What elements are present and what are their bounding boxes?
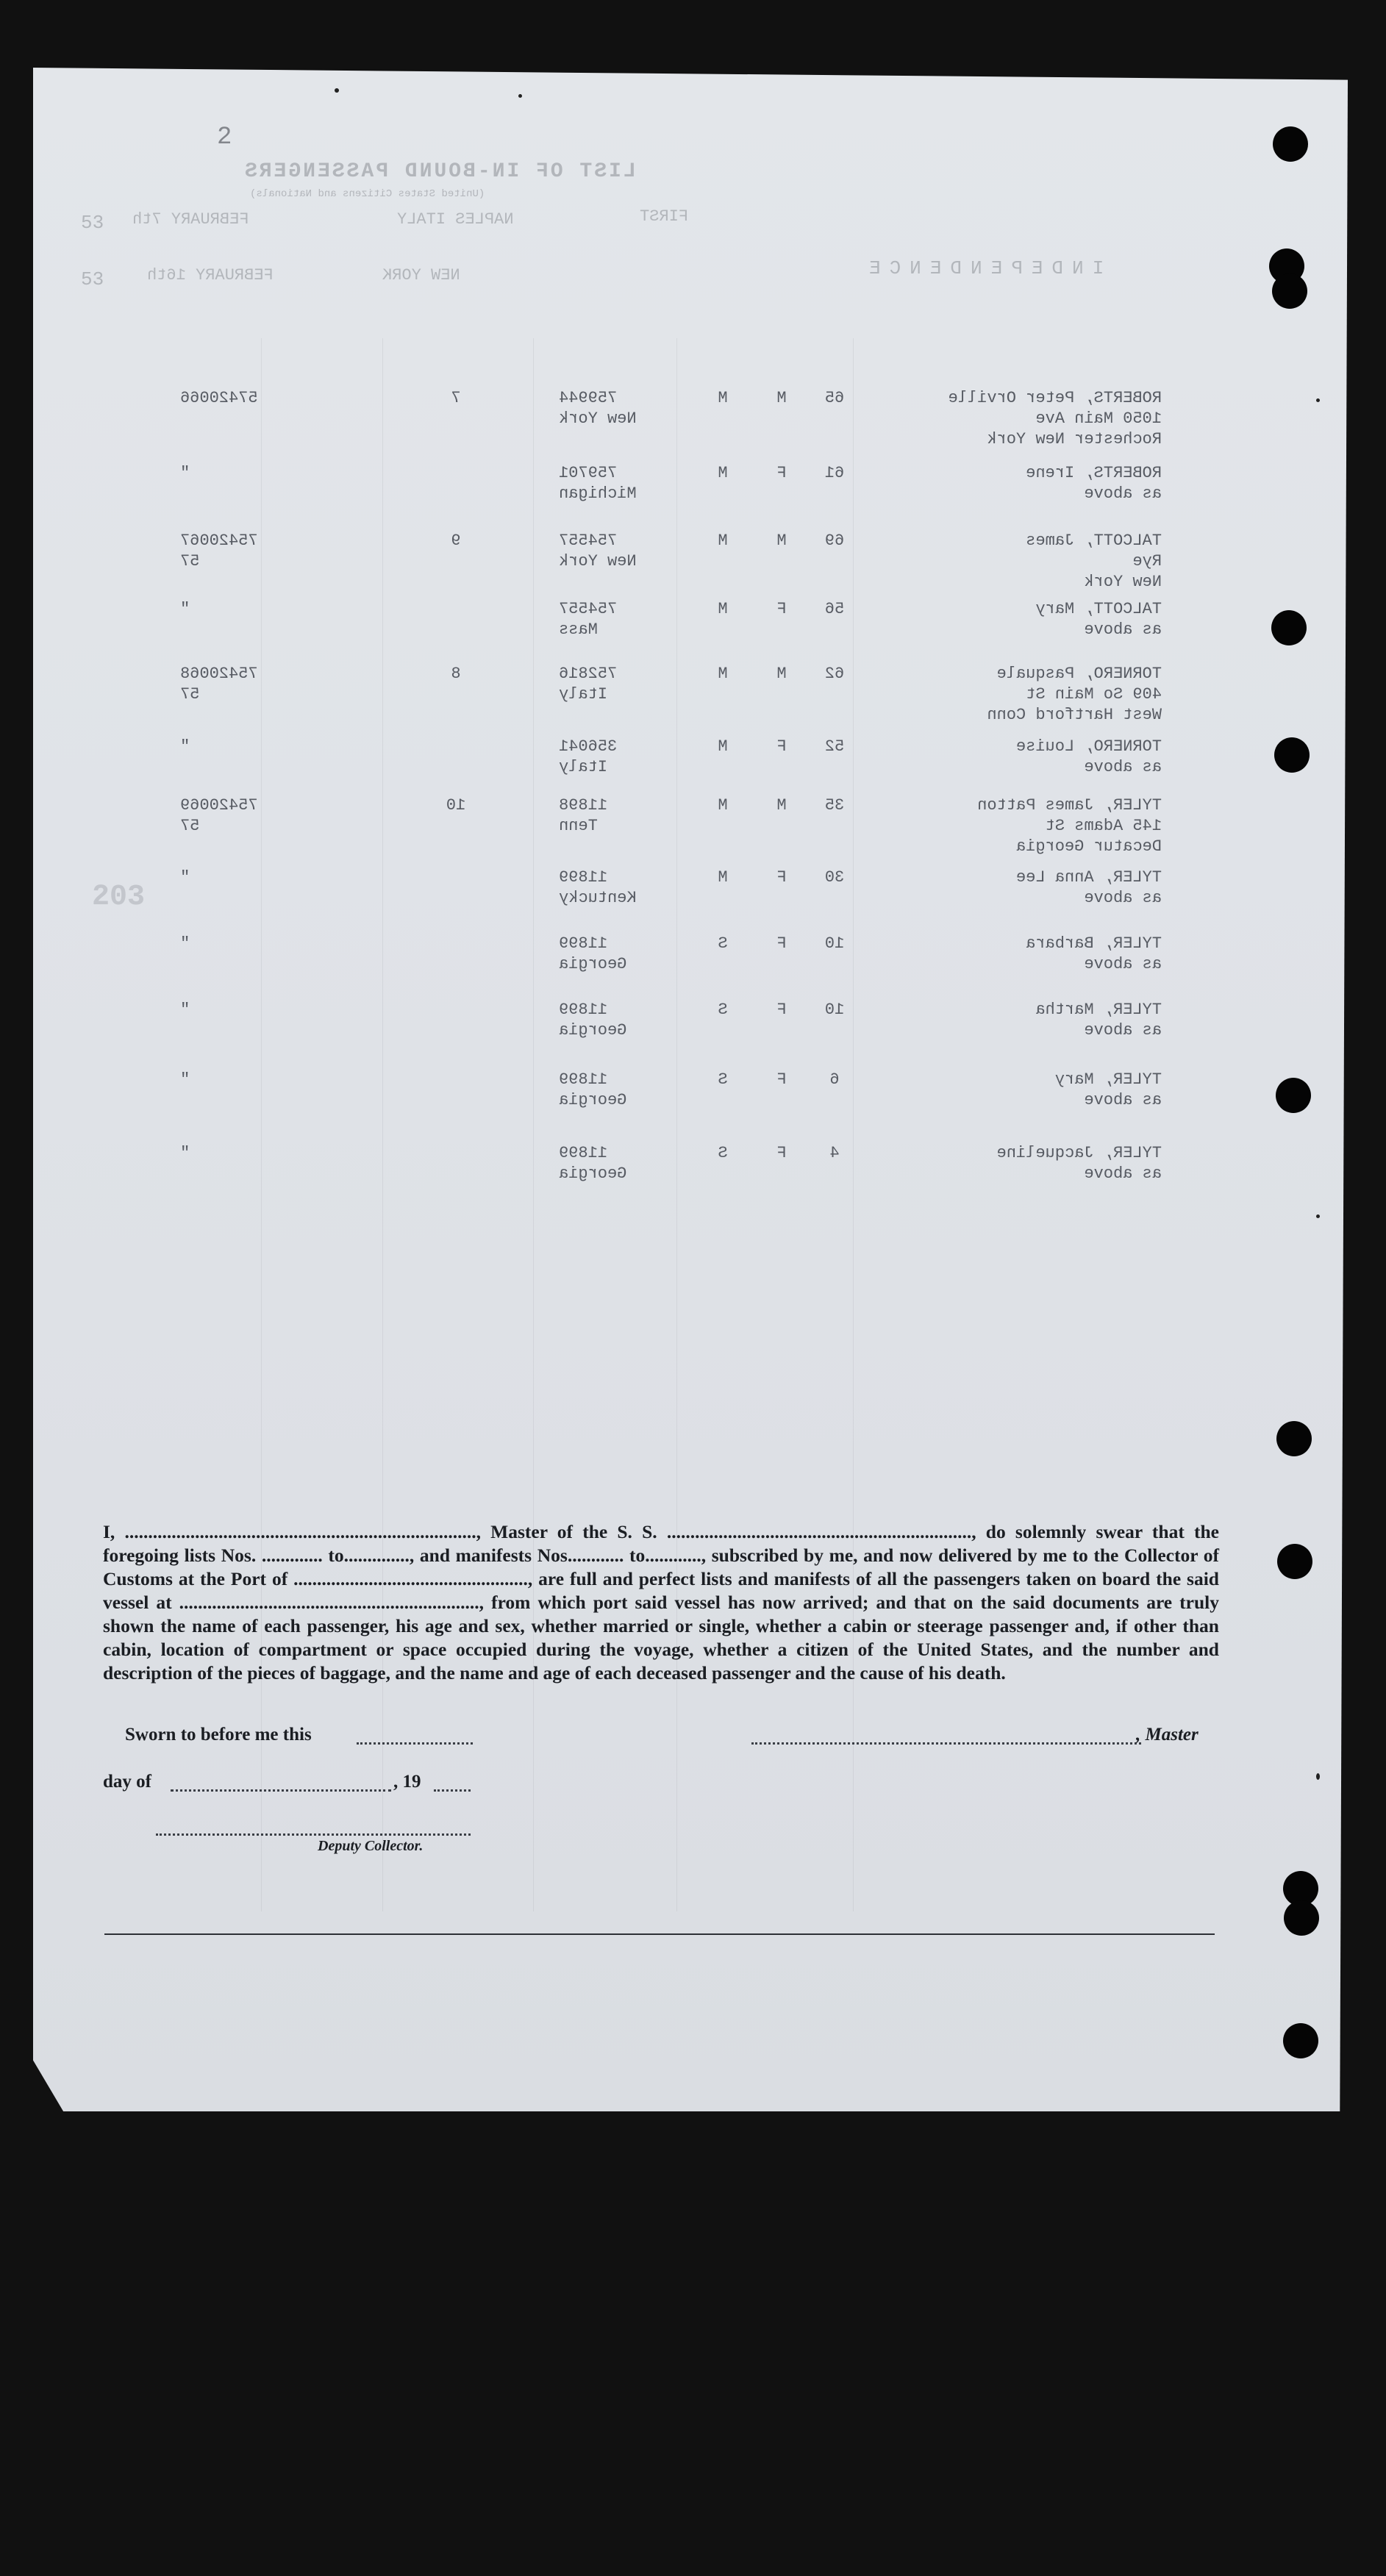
passenger-cert: 759701 Michigan xyxy=(559,464,637,503)
passenger-cert: 759944 New York xyxy=(559,389,637,428)
passenger-marital: M xyxy=(718,600,728,618)
passenger-ref: 57420066 xyxy=(180,389,258,407)
passenger-cert: 754557 New York xyxy=(559,532,637,570)
passenger-marital: S xyxy=(718,934,728,953)
deputy-label: Deputy Collector. xyxy=(318,1838,424,1854)
passenger-line-no: 9 xyxy=(451,532,461,550)
binder-hole xyxy=(1284,1900,1319,1936)
passenger-name: TYLER, Jacqueline as above xyxy=(996,1144,1162,1183)
passenger-ref: " xyxy=(180,464,190,482)
page-number: 2 xyxy=(217,124,232,151)
passenger-sex: M xyxy=(776,532,787,550)
passenger-age: 62 xyxy=(824,665,845,683)
master-signature-line xyxy=(751,1742,1141,1745)
passenger-cert: 11898 Tenn xyxy=(559,796,608,835)
ship-name: INDEPENDENCE xyxy=(860,257,1104,279)
passenger-ref: " xyxy=(180,1070,190,1089)
passenger-sex: F xyxy=(776,600,787,618)
passenger-age: 6 xyxy=(829,1070,840,1089)
passenger-name: TYLER, Martha as above xyxy=(1035,1001,1162,1040)
passenger-name: TYLER, Barbara as above xyxy=(1026,934,1162,973)
passenger-ref: 75420069 57 xyxy=(180,796,258,835)
binder-hole xyxy=(1276,1421,1312,1456)
deputy-signature-line xyxy=(156,1833,471,1836)
departure-port: NAPLES ITALY xyxy=(397,210,514,229)
list-subtitle: (United States Citizens and Nationals) xyxy=(250,188,485,200)
passenger-cert: 754557 Mass xyxy=(559,600,618,639)
passenger-sex: F xyxy=(776,934,787,953)
passenger-marital: M xyxy=(718,532,728,550)
master-label: , Master xyxy=(1136,1725,1199,1745)
departure-date: FEBRUARY 7th xyxy=(132,210,249,229)
passenger-marital: M xyxy=(718,796,728,815)
side-stamp: 203 xyxy=(92,881,146,914)
passenger-age: 61 xyxy=(824,464,845,482)
arrival-port: NEW YORK xyxy=(382,266,460,285)
passenger-sex: M xyxy=(776,389,787,407)
passenger-sex: F xyxy=(776,737,787,756)
passenger-marital: S xyxy=(718,1070,728,1089)
passenger-name: ROBERTS, Irene as above xyxy=(1026,464,1162,503)
passenger-marital: M xyxy=(718,389,728,407)
arrival-year: 53 xyxy=(81,268,104,290)
passenger-name: TORNERO, Louise as above xyxy=(1015,737,1162,776)
speck xyxy=(1316,1773,1320,1780)
passenger-ref: " xyxy=(180,1001,190,1019)
passenger-cert: 11899 Kentucky xyxy=(559,868,637,907)
passenger-marital: M xyxy=(718,665,728,683)
passenger-sex: F xyxy=(776,464,787,482)
oath-paragraph: I, ..........................................................................., Master of the S. S. ................................................................., do solemnly swear that the foregoing lists Nos. ............. to.............., and manifests Nos............ to............, subscribed by me, and now delivered by me to the Collector of Customs at the Port of .................................................., are full and perfect lists and manifests of all the passengers taken on board the said vessel at ................................................................, from which port said vessel has now arrived; and that on the said documents are truly shown the name of each passenger, his age and sex, whether married or single, whether a cabin or steerage passenger and, if other than cabin, location of compartment or space occupied during the voyage, whether a citizen of the United States, and the number and description of the pieces of baggage, and the name and age of each deceased passenger and the cause of his death. xyxy=(103,1521,1219,1684)
passenger-line-no: 8 xyxy=(451,665,461,683)
passenger-cert: 11899 Georgia xyxy=(559,934,627,973)
passenger-age: 69 xyxy=(824,532,845,550)
passenger-name: TALCOTT, James Rye New York xyxy=(1026,532,1162,591)
passenger-age: 10 xyxy=(824,934,845,953)
passenger-age: 4 xyxy=(829,1144,840,1162)
passenger-ref: " xyxy=(180,737,190,756)
binder-hole xyxy=(1277,1544,1312,1579)
year-line xyxy=(434,1789,471,1792)
passenger-list xyxy=(0,0,1386,1250)
day-of-line xyxy=(171,1789,391,1792)
passenger-name: TORNERO, Pasquale 409 So Main St West Hartford Conn xyxy=(987,665,1162,724)
passenger-marital: M xyxy=(718,737,728,756)
passenger-cert: 11899 Georgia xyxy=(559,1144,627,1183)
passenger-ref: 75420068 57 xyxy=(180,665,258,704)
passenger-ref: " xyxy=(180,934,190,953)
passenger-sex: F xyxy=(776,1144,787,1162)
passenger-ref: " xyxy=(180,1144,190,1162)
passenger-name: TYLER, Mary as above xyxy=(1054,1070,1162,1109)
list-title: LIST OF IN-BOUND PASSENGERS xyxy=(243,160,636,183)
passenger-marital: S xyxy=(718,1144,728,1162)
passenger-age: 65 xyxy=(824,389,845,407)
passenger-age: 52 xyxy=(824,737,845,756)
passenger-marital: M xyxy=(718,868,728,887)
binder-hole xyxy=(1283,2023,1318,2058)
passenger-age: 30 xyxy=(824,868,845,887)
sworn-date-line xyxy=(357,1742,473,1745)
passenger-name: ROBERTS, Peter Orville 1050 Main Ave Rochester New York xyxy=(948,389,1162,448)
passenger-cert: 11899 Georgia xyxy=(559,1070,627,1109)
passenger-line-no: 7 xyxy=(451,389,461,407)
departure-year: 53 xyxy=(81,212,104,234)
passenger-cert: 11899 Georgia xyxy=(559,1001,627,1040)
passenger-line-no: 10 xyxy=(446,796,466,815)
passenger-age: 56 xyxy=(824,600,845,618)
passenger-ref: " xyxy=(180,600,190,618)
passenger-marital: M xyxy=(718,464,728,482)
passenger-name: TYLER, James Patton 145 Adams St Decatur Georgia xyxy=(977,796,1162,856)
passenger-ref: 75420067 57 xyxy=(180,532,258,570)
passenger-sex: F xyxy=(776,868,787,887)
passenger-sex: M xyxy=(776,796,787,815)
passenger-sex: M xyxy=(776,665,787,683)
class-word: FIRST xyxy=(640,207,689,226)
day-of-label: day of xyxy=(103,1772,151,1792)
sworn-label: Sworn to before me this xyxy=(125,1725,312,1745)
passenger-cert: 752816 Italy xyxy=(559,665,618,704)
passenger-age: 10 xyxy=(824,1001,845,1019)
bottom-rule xyxy=(104,1933,1215,1935)
passenger-name: TYLER, Anna Lee as above xyxy=(1015,868,1162,907)
passenger-cert: 356041 Italy xyxy=(559,737,618,776)
passenger-age: 35 xyxy=(824,796,845,815)
year-label: , 19 xyxy=(393,1772,421,1792)
passenger-ref: " xyxy=(180,868,190,887)
passenger-sex: F xyxy=(776,1001,787,1019)
passenger-name: TALCOTT, Mary as above xyxy=(1035,600,1162,639)
passenger-sex: F xyxy=(776,1070,787,1089)
passenger-marital: S xyxy=(718,1001,728,1019)
arrival-date: FEBRUARY 16th xyxy=(147,266,274,285)
